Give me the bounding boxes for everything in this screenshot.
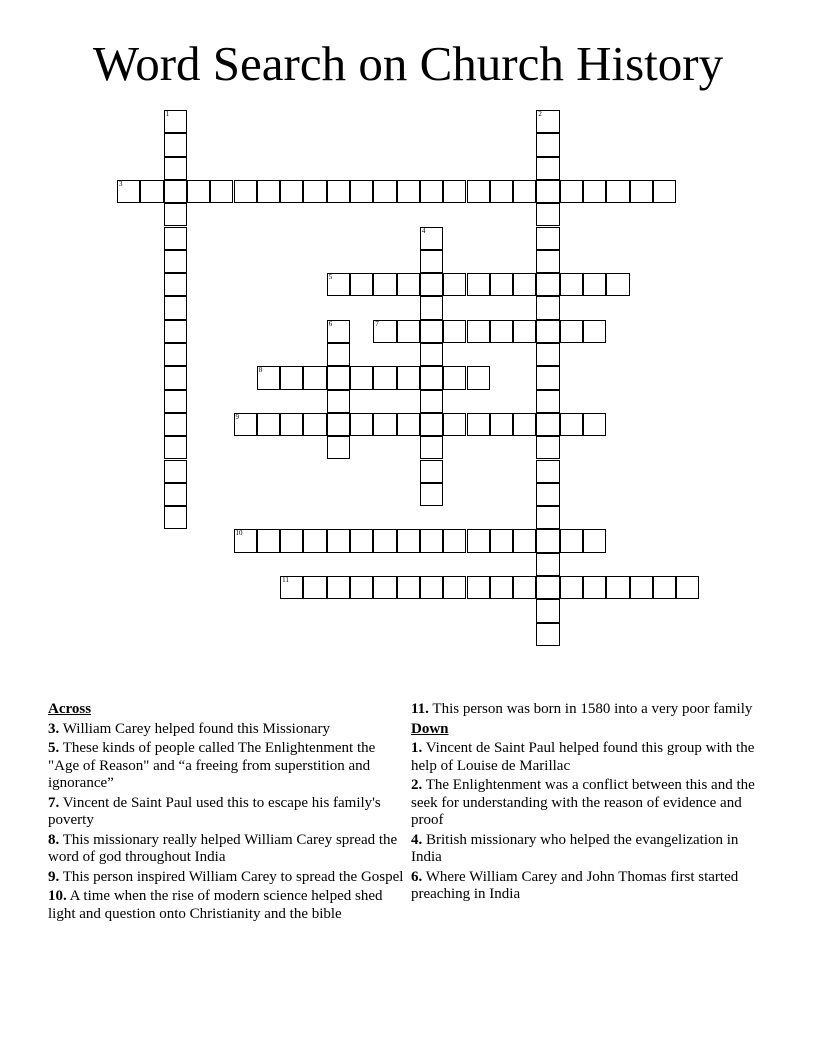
cell-number: 5 [328,273,333,282]
down-clue-list [411,740,771,904]
grid-cell[interactable] [303,180,326,203]
grid-cell[interactable] [397,366,420,389]
grid-cell[interactable] [536,599,559,622]
grid-cell[interactable] [490,180,513,203]
grid-cell[interactable] [513,413,536,436]
grid-cell[interactable] [397,576,420,599]
clue-text: This missionary really helped William Carey spread the word of god throughout India [48,831,398,865]
grid-cell[interactable] [280,529,303,552]
grid-cell[interactable] [513,529,536,552]
grid-cell[interactable] [513,576,536,599]
grid-cell[interactable] [373,366,396,389]
across-clue-list [48,721,406,924]
grid-cell[interactable] [164,133,187,156]
grid-cell[interactable] [164,436,187,459]
grid-cell[interactable] [257,413,280,436]
grid-cell[interactable] [583,413,606,436]
grid-cell[interactable] [234,180,257,203]
grid-cell[interactable] [420,413,443,436]
grid-cell[interactable] [303,413,326,436]
grid-cell[interactable] [536,110,559,133]
grid-cell[interactable] [327,320,350,343]
grid-cell[interactable] [420,320,443,343]
clue-number: 7. [48,794,60,811]
grid-cell[interactable] [583,273,606,296]
cell-number: 11 [282,576,289,584]
grid-cell[interactable] [140,180,163,203]
clue-down-2 [411,777,771,830]
grid-cell[interactable] [536,250,559,273]
grid-cell[interactable] [490,413,513,436]
grid-cell[interactable] [420,227,443,250]
grid-cell[interactable] [536,203,559,226]
grid-cell[interactable] [397,413,420,436]
grid-cell[interactable] [560,576,583,599]
grid-cell[interactable] [327,576,350,599]
grid-cell[interactable] [443,366,466,389]
cell-number: 7 [375,319,379,328]
cell-number: 9 [235,412,239,421]
grid-cell[interactable] [234,529,257,552]
grid-cell[interactable] [443,413,466,436]
grid-cell[interactable] [443,273,466,296]
clue-number: 8. [48,831,60,848]
grid-cell[interactable] [560,180,583,203]
grid-cell[interactable] [583,180,606,203]
grid-cell[interactable] [467,180,490,203]
grid-cell[interactable] [117,180,140,203]
cell-number: 6 [328,319,333,328]
grid-cell[interactable] [513,273,536,296]
grid-cell[interactable] [397,320,420,343]
grid-cell[interactable] [350,366,373,389]
grid-cell[interactable] [536,296,559,319]
clue-across-7 [48,795,406,830]
grid-cell[interactable] [373,576,396,599]
grid-cell[interactable] [350,180,373,203]
clue-number: 4. [411,831,423,848]
cell-number: 1 [165,110,170,118]
clue-down-1 [411,740,771,775]
grid-cell[interactable] [536,436,559,459]
clue-across-11 [411,701,771,719]
clue-number: 2. [411,777,423,793]
clue-text: This person inspired William Carey to spread the Gospel [59,868,404,885]
clue-down-4 [411,832,771,867]
grid-cell[interactable] [327,436,350,459]
grid-cell[interactable] [467,576,490,599]
grid-cell[interactable] [350,273,373,296]
grid-cell[interactable] [536,460,559,483]
clue-text: A time when the rise of modern science helped shed light and question onto Christianity and the bible [48,888,383,922]
grid-cell[interactable] [373,180,396,203]
grid-cell[interactable] [210,180,233,203]
grid-cell[interactable] [606,273,629,296]
grid-cell[interactable] [443,576,466,599]
grid-cell[interactable] [420,250,443,273]
page-title: Word Search on Church History [92,36,724,91]
grid-cell[interactable] [327,413,350,436]
clue-text: Where William Carey and John Thomas first started preaching in India [411,868,739,902]
grid-cell[interactable] [606,180,629,203]
grid-cell[interactable] [490,529,513,552]
grid-cell[interactable] [350,529,373,552]
clue-number: 1. [411,740,423,756]
grid-cell[interactable] [373,320,396,343]
grid-cell[interactable] [420,390,443,413]
cell-number: 3 [119,179,123,188]
grid-cell[interactable] [350,576,373,599]
clue-number: 10. [48,888,67,904]
grid-cell[interactable] [397,529,420,552]
clue-across-3 [48,721,406,739]
grid-cell[interactable] [164,320,187,343]
clue-text: The Enlightenment was a conflict between this and the seek for understanding with the reason of evidence and proof [411,777,755,828]
grid-cell[interactable] [373,529,396,552]
grid-cell[interactable] [490,576,513,599]
clue-number: 11. [411,701,429,717]
grid-cell[interactable] [653,180,676,203]
grid-cell[interactable] [467,529,490,552]
grid-cell[interactable] [536,273,559,296]
grid-cell[interactable] [164,460,187,483]
clue-text: This person was born in 1580 into a very poor family [428,701,753,717]
grid-cell[interactable] [164,390,187,413]
clue-text: British missionary who helped the evangelization in India [411,831,739,865]
clue-across-10 [48,888,406,923]
grid-cell[interactable] [420,529,443,552]
grid-cell[interactable] [583,320,606,343]
grid-cell[interactable] [373,413,396,436]
clue-number: 9. [48,868,60,885]
grid-cell[interactable] [303,576,326,599]
grid-cell[interactable] [280,180,303,203]
grid-cell[interactable] [164,296,187,319]
grid-cell[interactable] [327,273,350,296]
grid-cell[interactable] [536,366,559,389]
clues-left-column [48,701,406,925]
grid-cell[interactable] [420,366,443,389]
clues-right-column [411,701,771,906]
grid-cell[interactable] [560,413,583,436]
grid-cell[interactable] [257,180,280,203]
grid-cell[interactable] [536,157,559,180]
grid-cell[interactable] [536,227,559,250]
grid-cell[interactable] [420,273,443,296]
grid-cell[interactable] [443,529,466,552]
grid-cell[interactable] [164,110,187,133]
grid-cell[interactable] [420,180,443,203]
grid-cell[interactable] [536,506,559,529]
grid-cell[interactable] [560,273,583,296]
grid-cell[interactable] [187,180,210,203]
grid-cell[interactable] [630,180,653,203]
down-heading: Down [411,720,449,737]
grid-cell[interactable] [467,413,490,436]
grid-cell[interactable] [536,180,559,203]
clue-number: 3. [48,720,60,737]
grid-cell[interactable] [280,413,303,436]
grid-cell[interactable] [536,483,559,506]
grid-cell[interactable] [467,273,490,296]
grid-cell[interactable] [536,576,559,599]
grid-cell[interactable] [164,483,187,506]
grid-cell[interactable] [490,320,513,343]
clue-across-9 [48,869,406,887]
grid-cell[interactable] [467,320,490,343]
clue-text: These kinds of people called The Enlightenment the "Age of Reason" and “a freeing from superstition and ignorance” [48,740,376,791]
grid-cell[interactable] [420,576,443,599]
grid-cell[interactable] [164,227,187,250]
grid-cell[interactable] [420,460,443,483]
grid-cell[interactable] [164,273,187,296]
grid-cell[interactable] [164,343,187,366]
grid-cell[interactable] [536,320,559,343]
grid-cell[interactable] [164,366,187,389]
across-heading: Across [48,701,92,717]
grid-cell[interactable] [164,203,187,226]
grid-cell[interactable] [164,506,187,529]
grid-cell[interactable] [583,576,606,599]
grid-cell[interactable] [513,320,536,343]
grid-cell[interactable] [536,133,559,156]
grid-cell[interactable] [536,413,559,436]
grid-cell[interactable] [536,390,559,413]
clue-number: 5. [48,740,60,756]
clue-down-6 [411,869,771,904]
grid-cell[interactable] [164,180,187,203]
grid-cell[interactable] [630,576,653,599]
grid-cell[interactable] [443,180,466,203]
cell-number: 4 [421,226,426,235]
grid-cell[interactable] [490,273,513,296]
grid-cell[interactable] [303,366,326,389]
grid-cell[interactable] [327,366,350,389]
grid-cell[interactable] [560,320,583,343]
clue-across-8 [48,832,406,867]
grid-cell[interactable] [397,180,420,203]
clue-text: Vincent de Saint Paul helped found this group with the help of Louise de Marillac [411,740,755,774]
clue-number: 6. [411,868,423,885]
grid-cell[interactable] [560,529,583,552]
grid-cell[interactable] [536,623,559,646]
grid-cell[interactable] [280,576,303,599]
grid-cell[interactable] [234,413,257,436]
grid-cell[interactable] [536,553,559,576]
grid-cell[interactable] [257,366,280,389]
grid-cell[interactable] [397,273,420,296]
grid-cell[interactable] [536,343,559,366]
grid-cell[interactable] [583,529,606,552]
grid-cell[interactable] [280,366,303,389]
cell-number: 10 [235,529,243,538]
grid-cell[interactable] [606,576,629,599]
grid-cell[interactable] [420,436,443,459]
across-clue-list-continued [411,701,771,719]
grid-cell[interactable] [676,576,699,599]
grid-cell[interactable] [327,180,350,203]
grid-cell[interactable] [467,366,490,389]
grid-cell[interactable] [420,343,443,366]
grid-cell[interactable] [443,320,466,343]
grid-cell[interactable] [350,413,373,436]
grid-cell[interactable] [373,273,396,296]
grid-cell[interactable] [327,343,350,366]
clue-text: William Carey helped found this Missionary [59,720,330,737]
grid-cell[interactable] [420,296,443,319]
cell-number: 2 [538,110,542,118]
clue-text: Vincent de Saint Paul used this to escape his family's poverty [48,794,381,828]
grid-cell[interactable] [513,180,536,203]
grid-cell[interactable] [653,576,676,599]
clue-across-5 [48,740,406,793]
grid-cell[interactable] [164,413,187,436]
grid-cell[interactable] [257,529,280,552]
grid-cell[interactable] [536,529,559,552]
grid-cell[interactable] [303,529,326,552]
grid-cell[interactable] [327,390,350,413]
grid-cell[interactable] [164,250,187,273]
grid-cell[interactable] [420,483,443,506]
cell-number: 8 [258,366,263,375]
grid-cell[interactable] [327,529,350,552]
grid-cell[interactable] [164,157,187,180]
